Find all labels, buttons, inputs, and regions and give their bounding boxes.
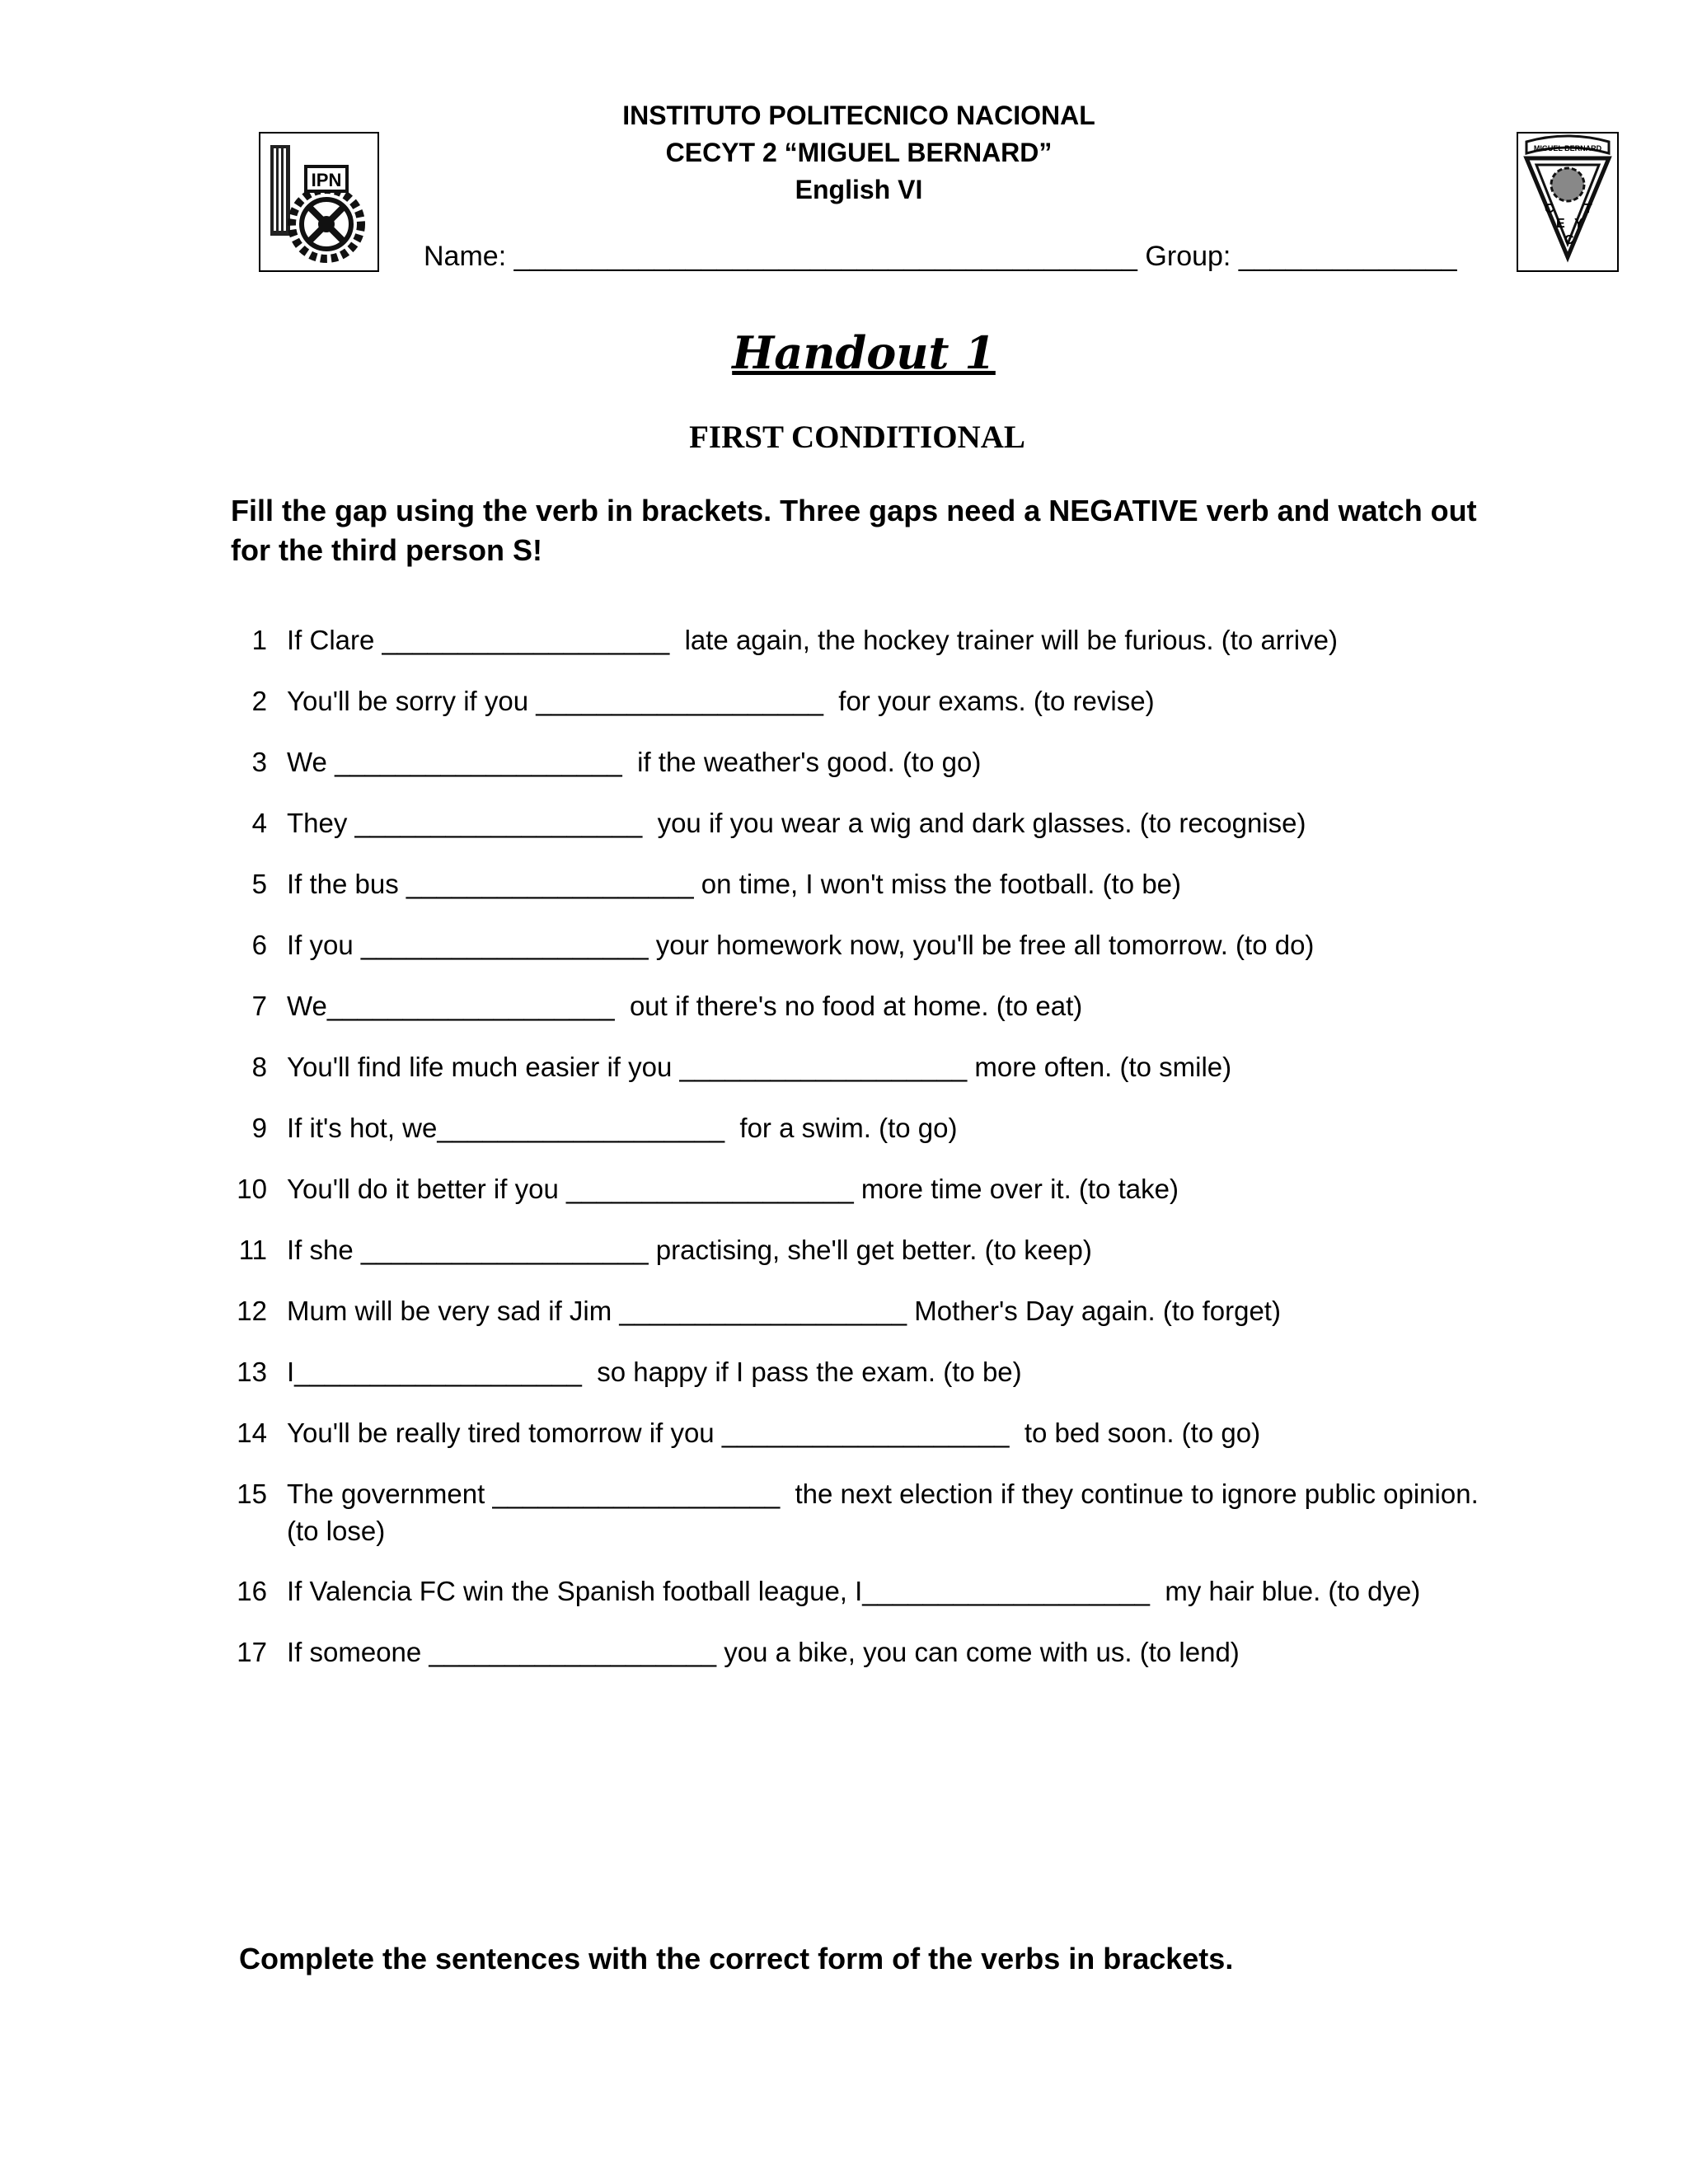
exercise-sentence[interactable]: If she ___________________ practising, she'll get better. (to keep) [287, 1235, 1092, 1265]
exercise-item [227, 1292, 1513, 1329]
group-label: Group: [1145, 241, 1231, 272]
exercise-sentence[interactable]: We ___________________ if the weather's good. (to go) [287, 747, 982, 777]
exercise-sentence[interactable]: Mum will be very sad if Jim ___________________ Mother's Day again. (to forget) [287, 1296, 1281, 1326]
ipn-gear-icon [260, 134, 377, 270]
exercise-sentence[interactable]: If Valencia FC win the Spanish football league, I___________________ my hair blue. (to dye) [287, 1576, 1421, 1606]
exercise-number: 16 [237, 1576, 267, 1606]
svg-text:C: C [1545, 202, 1554, 216]
exercise-number: 12 [237, 1296, 267, 1326]
exercise-number: 1 [251, 625, 267, 655]
exercise-item [227, 1109, 1513, 1146]
exercise-sentence[interactable]: If Clare ___________________ late again, the hockey trainer will be furious. (to arrive) [287, 625, 1338, 655]
student-info-line [424, 241, 1457, 273]
exercise-item [227, 865, 1513, 902]
section-title: FIRST CONDITIONAL [689, 419, 1025, 455]
exercise-sentence[interactable]: They ___________________ you if you wear a wig and dark glasses. (to recognise) [287, 808, 1306, 838]
exercise-item [227, 1633, 1513, 1671]
exercise-item [227, 1170, 1513, 1207]
school-name: CECYT 2 “MIGUEL BERNARD” [665, 138, 1053, 167]
exercise-instructions: Fill the gap using the verb in brackets. Three gaps need a NEGATIVE verb and watch out for the third person S! [231, 494, 1477, 567]
handout-title: Handout 1 [732, 326, 996, 379]
exercise-sentence[interactable]: I___________________ so happy if I pass the exam. (to be) [287, 1357, 1022, 1387]
exercise-number: 13 [237, 1357, 267, 1387]
svg-text:E: E [1556, 217, 1565, 231]
exercise-item [227, 621, 1513, 658]
second-exercise-instructions: Complete the sentences with the correct form of the verbs in brackets. [239, 1942, 1234, 1975]
institution-name: INSTITUTO POLITECNICO NACIONAL [622, 101, 1095, 130]
exercise-item [227, 743, 1513, 780]
exercise-item [227, 804, 1513, 841]
svg-text:T: T [1584, 202, 1592, 216]
exercise-number: 6 [251, 930, 267, 960]
exercise-sentence[interactable]: If the bus ___________________ on time, I won't miss the football. (to be) [287, 869, 1182, 899]
exercise-item [227, 682, 1513, 719]
name-field[interactable]: ________________________________________ [513, 241, 1137, 272]
exercise-number: 14 [237, 1418, 267, 1448]
course-name: English VI [795, 175, 923, 204]
cecyt-logo [1517, 132, 1619, 272]
exercise-sentence[interactable]: You'll be sorry if you ___________________ for your exams. (to revise) [287, 686, 1155, 716]
name-label: Name: [424, 241, 507, 272]
exercise-item [227, 926, 1513, 963]
exercise-sentence[interactable]: You'll be really tired tomorrow if you ___________________ to bed soon. (to go) [287, 1418, 1261, 1448]
exercise-number: 3 [251, 747, 267, 777]
exercise-item [227, 987, 1513, 1024]
svg-text:Y: Y [1574, 217, 1583, 231]
ipn-logo [259, 132, 379, 272]
exercise-number: 8 [251, 1052, 267, 1082]
exercise-item [227, 1572, 1513, 1610]
exercise-sentence[interactable]: If someone ___________________ you a bike, you can come with us. (to lend) [287, 1637, 1240, 1667]
exercise-number: 7 [251, 991, 267, 1021]
school-header [0, 97, 1688, 209]
exercise-number: 17 [237, 1637, 267, 1667]
exercise-number: 15 [237, 1479, 267, 1509]
exercise-sentence[interactable]: You'll do it better if you ___________________ more time over it. (to take) [287, 1174, 1179, 1204]
exercise-item [227, 1414, 1513, 1451]
exercise-sentence[interactable]: We___________________ out if there's no food at home. (to eat) [287, 991, 1083, 1021]
group-field[interactable]: ______________ [1238, 241, 1457, 272]
exercise-item [227, 1231, 1513, 1268]
exercise-number: 10 [237, 1174, 267, 1204]
exercise-list [227, 621, 1513, 1694]
exercise-number: 11 [238, 1235, 267, 1265]
exercise-item [227, 1475, 1513, 1549]
exercise-number: 2 [251, 686, 267, 716]
svg-text:IPN: IPN [311, 170, 342, 190]
exercise-item [227, 1353, 1513, 1390]
cecyt-shield-icon [1518, 134, 1617, 270]
exercise-sentence[interactable]: You'll find life much easier if you ___________________ more often. (to smile) [287, 1052, 1232, 1082]
exercise-number: 4 [251, 808, 267, 838]
exercise-item [227, 1048, 1513, 1085]
exercise-number: 9 [251, 1113, 267, 1143]
exercise-number: 5 [251, 869, 267, 899]
svg-text:C: C [1564, 233, 1574, 247]
exercise-sentence[interactable]: The government ___________________ the next election if they continue to ignore public opinion. (to lose) [287, 1479, 1486, 1546]
svg-text:MIGUEL BERNARD: MIGUEL BERNARD [1533, 144, 1602, 152]
exercise-sentence[interactable]: If it's hot, we___________________ for a swim. (to go) [287, 1113, 958, 1143]
exercise-sentence[interactable]: If you ___________________ your homework now, you'll be free all tomorrow. (to do) [287, 930, 1315, 960]
